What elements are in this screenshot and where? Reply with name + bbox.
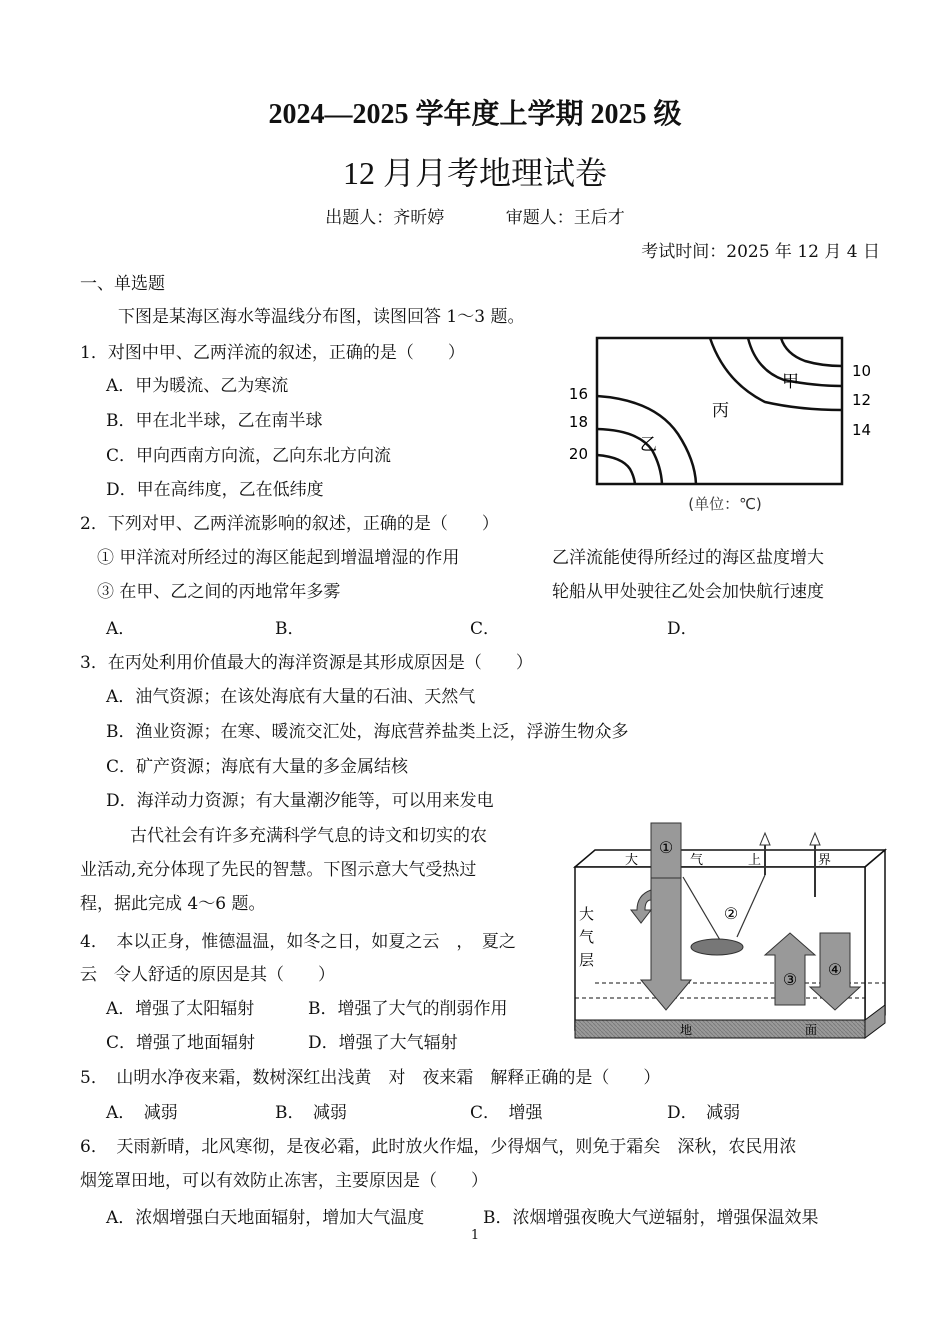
q3-option-b: B．渔业资源；在寒、暖流交汇处，海底营养盐类上泛，浮游生物众多: [106, 722, 629, 742]
iso-label-14: 14: [852, 421, 872, 439]
q1-option-a: A．甲为暖流、乙为寒流: [106, 376, 289, 396]
upper-label-3: 上: [748, 853, 762, 868]
intro-1-3: 下图是某海区海水等温线分布图，读图回答 1～3 题。: [118, 307, 525, 327]
reviewer: 审题人：王后才: [505, 208, 625, 228]
page-number: 1: [470, 1228, 480, 1243]
side-label-3: 层: [579, 951, 595, 969]
iso-unit-label: (单位：℃): [688, 495, 762, 513]
q4-stem-line1: 4． 本以正身，惟德温温，如冬之日，如夏之云 ， 夏之: [80, 932, 516, 952]
q5-option-b: B． 减弱: [275, 1103, 347, 1123]
iso-label-10: 10: [852, 362, 872, 380]
arrow3-label: ③: [782, 970, 798, 989]
q2-statement-3: ③ 在甲、乙之间的丙地常年多雾: [97, 582, 341, 602]
q1-stem: 1．对图中甲、乙两洋流的叙述，正确的是（ ）: [80, 343, 465, 363]
iso-label-20: 20: [568, 445, 588, 463]
q6-stem-line2: 烟笼罩田地，可以有效防止冻害，主要原因是（ ）: [80, 1171, 488, 1191]
isotherm-figure: [560, 330, 890, 520]
exam-title-line1: 2024—2025 学年度上学期 2025 级: [268, 99, 682, 130]
q2-statement-4: 轮船从甲处驶往乙处会加快航行速度: [552, 582, 824, 602]
current-bing-label: 丙: [712, 401, 729, 421]
exam-time: 考试时间：2025 年 12 月 4 日: [641, 242, 880, 262]
up-arrow-2: [810, 833, 820, 845]
q4-option-c: C．增强了地面辐射: [106, 1033, 256, 1053]
q2-statement-1: ① 甲洋流对所经过的海区能起到增温增湿的作用: [97, 548, 460, 568]
arrow1-label: ①: [658, 838, 674, 857]
setter: 出题人：齐昕婷: [325, 208, 445, 228]
exam-title-line2: 12 月月考地理试卷: [342, 155, 607, 191]
upper-label-2: 气: [690, 853, 704, 868]
intro-4-6-line3: 程，据此完成 4～6 题。: [80, 894, 266, 914]
q3-option-c: C．矿产资源；海底有大量的多金属结核: [106, 757, 409, 777]
intro-4-6-line2: 业活动,充分体现了先民的智慧。下图示意大气受热过: [80, 860, 477, 880]
arrow4-label: ④: [827, 960, 843, 979]
q2-option-a: A．: [106, 619, 136, 639]
q2-option-b: B．: [275, 619, 305, 639]
iso-label-12: 12: [852, 391, 872, 409]
q2-stem: 2．下列对甲、乙两洋流影响的叙述，正确的是（ ）: [80, 514, 499, 534]
atmosphere-figure: [565, 815, 895, 1045]
q5-option-c: C． 增强: [470, 1103, 543, 1123]
q4-option-a: A．增强了太阳辐射: [106, 999, 255, 1019]
q5-option-d: D． 减弱: [667, 1103, 741, 1123]
side-label-1: 大: [579, 905, 595, 923]
current-yi-label: 乙: [640, 435, 657, 455]
q6-option-b: B．浓烟增强夜晚大气逆辐射，增强保温效果: [483, 1208, 819, 1228]
iso-label-16: 16: [568, 385, 588, 403]
q2-statement-2: 乙洋流能使得所经过的海区盐度增大: [552, 548, 824, 568]
q2-option-d: D．: [667, 619, 698, 639]
q3-option-d: D．海洋动力资源；有大量潮汐能等，可以用来发电: [106, 791, 494, 811]
box-top: [575, 850, 885, 867]
box-right: [865, 850, 885, 1030]
q1-option-d: D．甲在高纬度，乙在低纬度: [106, 480, 324, 500]
q6-stem-line1: 6． 天雨新晴，北风寒彻，是夜必霜，此时放火作煴，少得烟气，则免于霜矣 深秋，农民用浓: [80, 1137, 797, 1157]
iso-label-18: 18: [568, 413, 588, 431]
ground-label-2: 面: [805, 1023, 818, 1037]
side-label-2: 气: [579, 928, 595, 946]
q6-option-a: A．浓烟增强白天地面辐射，增加大气温度: [106, 1208, 425, 1228]
arrow2-label: ②: [723, 904, 739, 923]
ground-label-1: 地: [680, 1023, 693, 1037]
q2-option-c: C．: [470, 619, 501, 639]
authors-line: [0, 203, 950, 228]
section-title: 一、单选题: [80, 274, 165, 294]
intro-4-6-line1: 古代社会有许多充满科学气息的诗文和切实的农: [130, 826, 487, 846]
q3-stem: 3．在丙处利用价值最大的海洋资源是其形成原因是（ ）: [80, 653, 533, 673]
q4-option-d: D．增强了大气辐射: [308, 1033, 458, 1053]
q4-option-b: B．增强了大气的削弱作用: [308, 999, 508, 1019]
upper-label-4: 界: [818, 853, 832, 868]
up-arrow-1: [760, 833, 770, 845]
q5-option-a: A． 减弱: [106, 1103, 178, 1123]
q1-option-c: C．甲向西南方向流，乙向东北方向流: [106, 446, 392, 466]
q1-option-b: B．甲在北半球，乙在南半球: [106, 411, 323, 431]
q3-option-a: A．油气资源；在该处海底有大量的石油、天然气: [106, 687, 476, 707]
current-jia-label: 甲: [782, 372, 799, 392]
q5-stem: 5． 山明水净夜来霜，数树深红出浅黄 对 夜来霜 解释正确的是（ ）: [80, 1068, 661, 1088]
cloud: [691, 939, 743, 955]
q4-stem-line2: 云 令人舒适的原因是其（ ）: [80, 965, 335, 985]
ground-strip: [575, 1020, 865, 1038]
upper-label-1: 大: [625, 853, 639, 868]
